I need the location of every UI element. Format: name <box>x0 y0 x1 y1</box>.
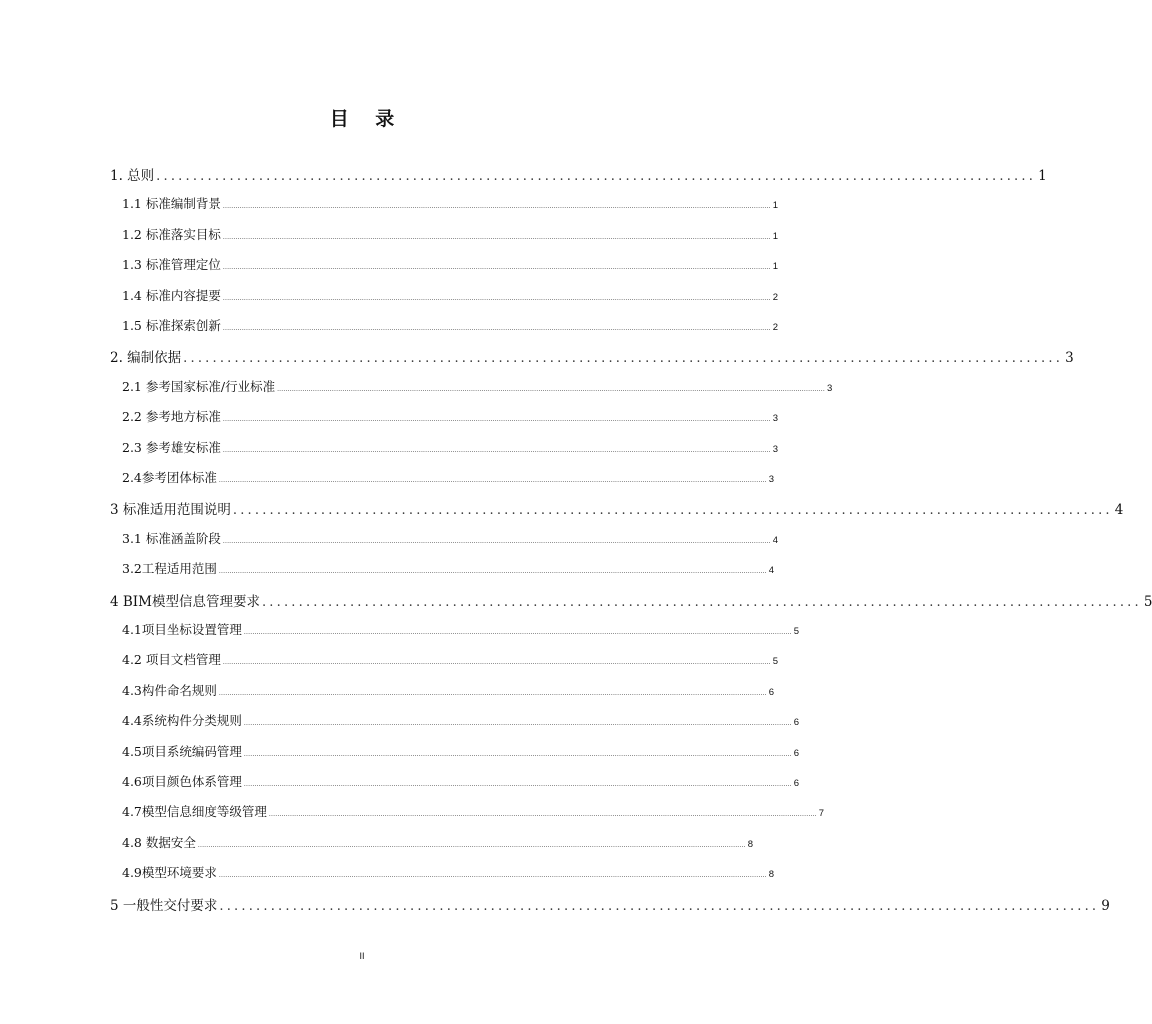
toc-dot-leader: .................................................................................................................................................................................................................................................................... <box>218 872 767 880</box>
toc-entry-title: 1.1 标准编制背景 <box>122 196 221 212</box>
toc-entry[interactable] <box>122 225 779 243</box>
toc-entry-page: 4 <box>1114 502 1124 519</box>
toc-entry-title: 3 标准适用范围说明 <box>110 502 231 519</box>
toc-entry-title: 1.5 标准探索创新 <box>122 318 221 333</box>
toc-entry[interactable] <box>122 407 779 425</box>
toc-dot-leader: .................................................................................................................................................................................................................................................................... <box>243 629 792 636</box>
toc-entry-title: 4.6项目颜色体系管理 <box>122 774 242 789</box>
toc-dot-leader: .................................................................................................................................................................................................................................................................... <box>222 325 771 332</box>
toc-dot-leader: ........................................................................................................................ <box>183 351 1064 367</box>
toc-entry-title: 5 一般性交付要求 <box>110 897 218 914</box>
toc-entry-title: 4.3构件命名规则 <box>122 682 217 698</box>
toc-entry[interactable] <box>122 438 779 456</box>
toc-entry[interactable] <box>122 650 779 668</box>
toc-entry-page: 2 <box>772 322 779 333</box>
toc-dot-leader: .................................................................................................................................................................................................................................................................... <box>218 689 767 697</box>
toc-entry-title: 4.2 项目文档管理 <box>122 652 221 668</box>
toc-entry-page: 5 <box>1143 593 1152 610</box>
toc-entry-page: 8 <box>768 869 775 881</box>
toc-entry-page: 8 <box>747 838 754 850</box>
toc-entry[interactable] <box>110 346 1074 367</box>
toc-dot-leader: .................................................................................................................................................................................................................................................................... <box>222 233 771 241</box>
toc-entry[interactable] <box>110 894 1110 914</box>
toc-dot-leader: ........................................................................................................................ <box>261 594 1142 610</box>
toc-dot-leader: .................................................................................................................................................................................................................................................................... <box>277 385 825 393</box>
toc-entry-title: 2. 编制依据 <box>110 350 182 367</box>
toc-entry-title: 2.2 参考地方标准 <box>122 409 221 425</box>
toc-entry[interactable] <box>122 529 779 547</box>
toc-dot-leader: .................................................................................................................................................................................................................................................................... <box>222 294 771 302</box>
toc-entry-title: 4.8 数据安全 <box>122 834 196 850</box>
toc-entry-page: 5 <box>772 656 779 668</box>
toc-entry[interactable] <box>122 711 800 729</box>
toc-entry-title: 3.1 标准涵盖阶段 <box>122 530 221 546</box>
toc-entry-title: 1.3 标准管理定位 <box>122 257 221 273</box>
toc-entry-page: 4 <box>772 534 779 546</box>
toc-dot-leader: .................................................................................................................................................................................................................................................................... <box>243 750 792 758</box>
toc-entry-page: 9 <box>1101 897 1110 914</box>
toc-entry-page: 1 <box>772 200 779 212</box>
toc-entry[interactable] <box>122 681 775 699</box>
toc-entry[interactable] <box>110 498 1124 519</box>
toc-entry-title: 1. 总则 <box>110 168 155 184</box>
toc-entry-title: 2.3 参考雄安标准 <box>122 439 221 455</box>
toc-entry-title: 3.2工程适用范围 <box>122 561 217 577</box>
toc-entry[interactable] <box>122 559 775 577</box>
toc-entry[interactable] <box>122 286 779 304</box>
toc-entry-title: 4.5项目系统编码管理 <box>122 743 242 759</box>
toc-entry-page: 5 <box>793 626 800 637</box>
toc-entry-title: 1.2 标准落实目标 <box>122 226 221 242</box>
toc-entry-page: 3 <box>768 474 775 485</box>
toc-entry-page: 7 <box>818 808 825 820</box>
toc-entry[interactable] <box>110 590 1152 610</box>
toc-entry[interactable] <box>122 620 800 638</box>
toc-entry-page: 6 <box>793 717 800 729</box>
toc-dot-leader: .................................................................................................................................................................................................................................................................... <box>197 841 746 849</box>
toc-entry-title: 2.1 参考国家标准/行业标准 <box>122 378 276 394</box>
toc-entry[interactable] <box>122 468 775 486</box>
toc-dot-leader: .................................................................................................................................................................................................................................................................... <box>218 568 767 576</box>
toc-entry[interactable] <box>122 377 833 395</box>
toc-dot-leader: .................................................................................................................................................................................................................................................................... <box>243 720 792 728</box>
toc-entry-title: 4 BIM模型信息管理要求 <box>110 593 260 610</box>
toc-entry-title: 4.7模型信息细度等级管理 <box>122 804 267 820</box>
toc-dot-leader: .................................................................................................................................................................................................................................................................... <box>222 537 771 545</box>
toc-dot-leader: .................................................................................................................................................................................................................................................................... <box>222 416 771 424</box>
toc-entry-title: 2.4参考团体标准 <box>122 470 217 485</box>
toc-dot-leader: .................................................................................................................................................................................................................................................................... <box>243 781 792 788</box>
toc-entry-page: 1 <box>1038 168 1047 184</box>
toc-entry[interactable] <box>122 742 800 760</box>
toc-entry-title: 4.9模型环境要求 <box>122 865 217 881</box>
toc-entry[interactable] <box>110 164 1047 184</box>
toc-entry-title: 1.4 标准内容提要 <box>122 287 221 303</box>
toc-dot-leader: .................................................................................................................................................................................................................................................................... <box>222 264 771 272</box>
toc-dot-leader: ........................................................................................................................ <box>219 898 1100 914</box>
toc-entry-page: 4 <box>768 565 775 577</box>
toc-entry[interactable] <box>122 863 775 881</box>
toc-dot-leader: .................................................................................................................................................................................................................................................................... <box>218 477 767 484</box>
toc-entry-page: 6 <box>793 747 800 759</box>
toc-entry[interactable] <box>122 772 800 790</box>
toc-entry-page: 2 <box>772 291 779 303</box>
toc-dot-leader: .................................................................................................................................................................................................................................................................... <box>222 659 771 667</box>
toc-entry[interactable] <box>122 194 779 212</box>
toc-entry-page: 6 <box>793 778 800 789</box>
toc-entry-page: 1 <box>772 261 779 273</box>
toc-dot-leader: .................................................................................................................................................................................................................................................................... <box>222 446 771 454</box>
toc-entry[interactable] <box>122 833 754 851</box>
toc-title: 目 录 <box>329 108 405 130</box>
toc-entry-page: 3 <box>826 382 833 394</box>
toc-entry-title: 4.1项目坐标设置管理 <box>122 622 242 637</box>
toc-entry-page: 3 <box>772 443 779 455</box>
toc-entry[interactable] <box>122 255 779 273</box>
toc-entry-page: 3 <box>1065 350 1074 367</box>
toc-dot-leader: .................................................................................................................................................................................................................................................................... <box>222 203 771 211</box>
toc-dot-leader: ........................................................................................................................ <box>232 503 1113 519</box>
toc-entry[interactable] <box>122 316 779 334</box>
toc-entry-page: 3 <box>772 413 779 425</box>
page-number-footer: II <box>359 951 365 961</box>
toc-entry[interactable] <box>122 802 825 820</box>
toc-entry-page: 1 <box>772 230 779 242</box>
toc-dot-leader: ........................................................................................................................ <box>156 169 1037 184</box>
toc-dot-leader: .................................................................................................................................................................................................................................................................... <box>268 811 817 819</box>
toc-entry-title: 4.4系统构件分类规则 <box>122 713 242 729</box>
toc-entry-page: 6 <box>768 686 775 698</box>
